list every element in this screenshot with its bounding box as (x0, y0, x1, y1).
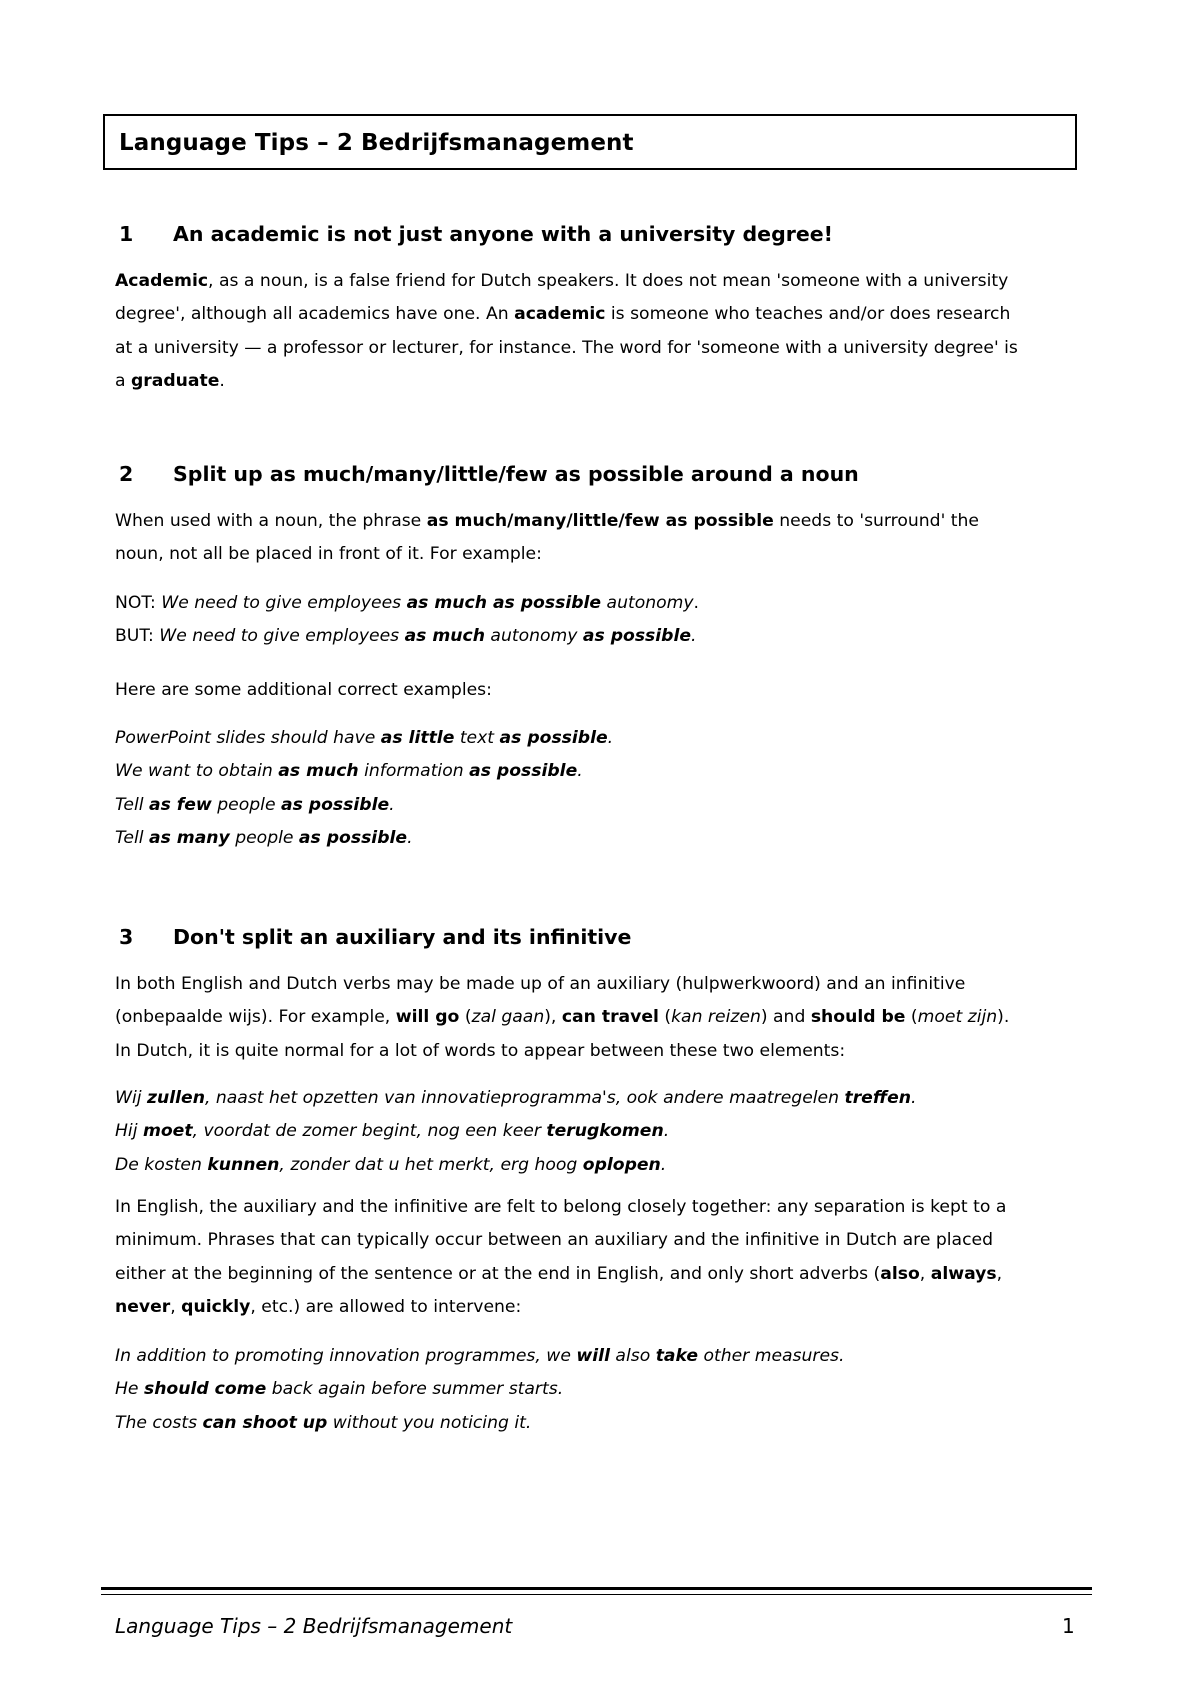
emphasis-text: as few (148, 794, 212, 815)
text-run: , naast het opzetten van innovatieprogramma's, ook andere maatregelen (204, 1088, 845, 1108)
section-1-paragraph (115, 265, 1085, 398)
text-run: , (996, 1263, 1003, 1284)
text-run: ) and (760, 1007, 811, 1028)
section-3-intro (115, 968, 1085, 1068)
emphasis-text: oplopen (582, 1154, 661, 1175)
text-run: autonomy (484, 626, 583, 647)
emphasis-text: graduate (131, 370, 220, 391)
text-line (115, 505, 1085, 538)
text-run: We want to obtain (115, 761, 279, 782)
text-run: without you noticing it. (327, 1412, 532, 1433)
emphasis-text: should be (810, 1007, 906, 1028)
text-run: needs to 'surround' the (773, 511, 979, 531)
text-line (115, 1082, 1085, 1115)
text-run: He (115, 1379, 144, 1400)
emphasis-text: also (880, 1263, 920, 1284)
emphasis-text: as possible (582, 626, 692, 647)
text-run: Tell (115, 827, 149, 848)
text-run: information (358, 761, 470, 782)
text-run: minimum. Phrases that can typically occur between an auxiliary and the infinitive in Dutch are placed (115, 1230, 994, 1251)
text-line (115, 1191, 1085, 1224)
text-line (115, 1115, 1085, 1148)
text-run: (onbepaalde wijs). For example, (115, 1007, 396, 1028)
emphasis-text: will (576, 1346, 610, 1366)
text-run: ), (544, 1007, 562, 1028)
text-run: De kosten (115, 1154, 208, 1175)
text-run: , etc.) are allowed to intervene: (250, 1296, 522, 1317)
emphasis-text: should come (143, 1379, 267, 1400)
emphasis-text: quickly (181, 1296, 251, 1317)
text-line (115, 755, 1085, 788)
emphasis-text: can shoot up (202, 1412, 328, 1433)
text-run: at a university — a professor or lecturer, for instance. The word for 'someone with a university degree' is (115, 337, 1018, 358)
emphasis-text: take (655, 1346, 698, 1366)
section-3-english-examples (115, 1340, 1085, 1440)
section-1-heading (119, 222, 833, 246)
emphasis-text: moet (142, 1121, 193, 1142)
text-run: ). (997, 1007, 1010, 1028)
emphasis-text: zullen (147, 1088, 205, 1108)
emphasis-text: as little (380, 728, 455, 748)
text-line (115, 1340, 1085, 1373)
section-title: Split up as much/many/little/few as possible around a noun (173, 462, 859, 486)
section-title: An academic is not just anyone with a university degree! (173, 222, 834, 246)
emphasis-text: as much (278, 761, 359, 782)
text-run: , voordat de zomer begint, nog een keer (192, 1121, 547, 1142)
footer-title: Language Tips – 2 Bedrijfsmanagement (115, 1614, 513, 1638)
text-run: . (607, 728, 614, 748)
section-number: 3 (119, 925, 134, 949)
text-run: . (407, 827, 413, 848)
text-line (115, 1224, 1085, 1257)
text-run: PowerPoint slides should have (115, 728, 381, 748)
text-line (115, 674, 1085, 707)
text-run: In English, the auxiliary and the infinitive are felt to belong closely together: any separation is kept to a (115, 1197, 1007, 1217)
text-line (115, 722, 1085, 755)
text-run: is someone who teaches and/or does research (605, 304, 1011, 325)
text-line (115, 1373, 1085, 1406)
text-line (115, 620, 1085, 653)
section-2-intro (115, 505, 1085, 572)
text-run: Hij (115, 1121, 143, 1142)
text-run: text (454, 728, 500, 748)
text-line (115, 265, 1085, 298)
text-run: . (577, 761, 583, 782)
emphasis-text: treffen (844, 1088, 912, 1108)
text-line (115, 1035, 1085, 1068)
text-line (115, 1407, 1085, 1440)
text-run: . (660, 1154, 667, 1175)
text-run: . (663, 1121, 670, 1142)
text-run: When used with a noun, the phrase (115, 511, 427, 531)
text-run: also (609, 1346, 656, 1366)
section-3-dutch-examples (115, 1082, 1085, 1182)
text-run: . (219, 370, 225, 391)
emphasis-text: never (115, 1296, 171, 1317)
emphasis-text: kunnen (207, 1154, 280, 1175)
emphasis-text: as much/many/little/few as possible (426, 511, 774, 531)
text-line (115, 538, 1085, 571)
section-2-not-but-examples (115, 587, 1085, 654)
text-run: NOT: (115, 593, 162, 613)
text-run: , (170, 1296, 182, 1317)
section-3-english-explanation (115, 1191, 1085, 1324)
text-run: , (919, 1263, 931, 1284)
text-run: We need to give employees (159, 626, 405, 647)
text-run: zal gaan (471, 1007, 545, 1028)
text-run: BUT: (115, 626, 160, 647)
emphasis-text: academic (514, 304, 606, 325)
section-number: 2 (119, 462, 134, 486)
text-line (115, 1258, 1085, 1291)
text-line (115, 298, 1085, 331)
emphasis-text: will go (395, 1007, 460, 1028)
text-run: Tell (115, 794, 149, 815)
text-line (115, 1291, 1085, 1324)
text-run: Wij (115, 1088, 148, 1108)
footer-rule-thick (101, 1587, 1092, 1590)
text-run: noun, not all be placed in front of it. For example: (115, 544, 542, 565)
text-line (115, 822, 1085, 855)
section-2-additional-intro (115, 674, 1085, 707)
emphasis-text: as possible (280, 794, 390, 815)
text-run: degree', although all academics have one. An (115, 304, 515, 325)
text-line (115, 365, 1085, 398)
text-line (115, 1149, 1085, 1182)
text-run: In both English and Dutch verbs may be made up of an auxiliary (hulpwerkwoord) and an infinitive (115, 974, 966, 994)
text-run: . (911, 1088, 917, 1108)
text-run: other measures. (697, 1346, 845, 1366)
text-run: . (389, 794, 395, 815)
emphasis-text: as possible (469, 761, 578, 782)
emphasis-text: always (930, 1263, 997, 1284)
emphasis-text: Academic (115, 271, 209, 291)
section-title: Don't split an auxiliary and its infinitive (173, 925, 632, 949)
text-run: people (211, 794, 281, 815)
emphasis-text: as much as possible (406, 593, 602, 613)
emphasis-text: as possible (499, 728, 608, 748)
text-line (115, 1001, 1085, 1034)
emphasis-text: as much (404, 626, 485, 647)
text-line (115, 587, 1085, 620)
section-3-heading (119, 925, 631, 949)
emphasis-text: can travel (561, 1007, 659, 1028)
text-run: . (691, 626, 697, 647)
page-title: Language Tips – 2 Bedrijfsmanagement (103, 114, 1077, 170)
text-run: ( (905, 1007, 918, 1028)
text-run: ( (459, 1007, 472, 1028)
section-number: 1 (119, 222, 134, 246)
text-run: autonomy (601, 593, 694, 613)
text-run: kan reizen (671, 1007, 761, 1028)
page-number: 1 (1062, 1614, 1075, 1638)
text-run: either at the beginning of the sentence or at the end in English, and only short adverbs ( (115, 1263, 881, 1284)
text-run: In Dutch, it is quite normal for a lot of words to appear between these two elements: (115, 1040, 846, 1061)
text-run: , as a noun, is a false friend for Dutch speakers. It does not mean 'someone with a university (208, 271, 1009, 291)
text-run: ( (658, 1007, 672, 1028)
text-line (115, 968, 1085, 1001)
text-line (115, 789, 1085, 822)
text-run: Here are some additional correct examples: (115, 680, 492, 700)
text-run: . (693, 593, 700, 613)
text-run: moet zijn (917, 1007, 998, 1028)
footer-rule-thin (101, 1594, 1092, 1595)
text-run: In addition to promoting innovation programmes, we (115, 1346, 577, 1366)
text-run: a (115, 370, 131, 391)
text-run: The costs (115, 1412, 203, 1433)
section-2-heading (119, 462, 859, 486)
text-run: , zonder dat u het merkt, erg hoog (279, 1154, 583, 1175)
text-run: people (229, 827, 299, 848)
text-line (115, 332, 1085, 365)
section-2-additional-examples (115, 722, 1085, 855)
emphasis-text: as many (148, 827, 230, 848)
emphasis-text: as possible (298, 827, 408, 848)
text-run: back again before summer starts. (266, 1379, 564, 1400)
text-run: We need to give employees (161, 593, 407, 613)
emphasis-text: terugkomen (546, 1121, 664, 1142)
